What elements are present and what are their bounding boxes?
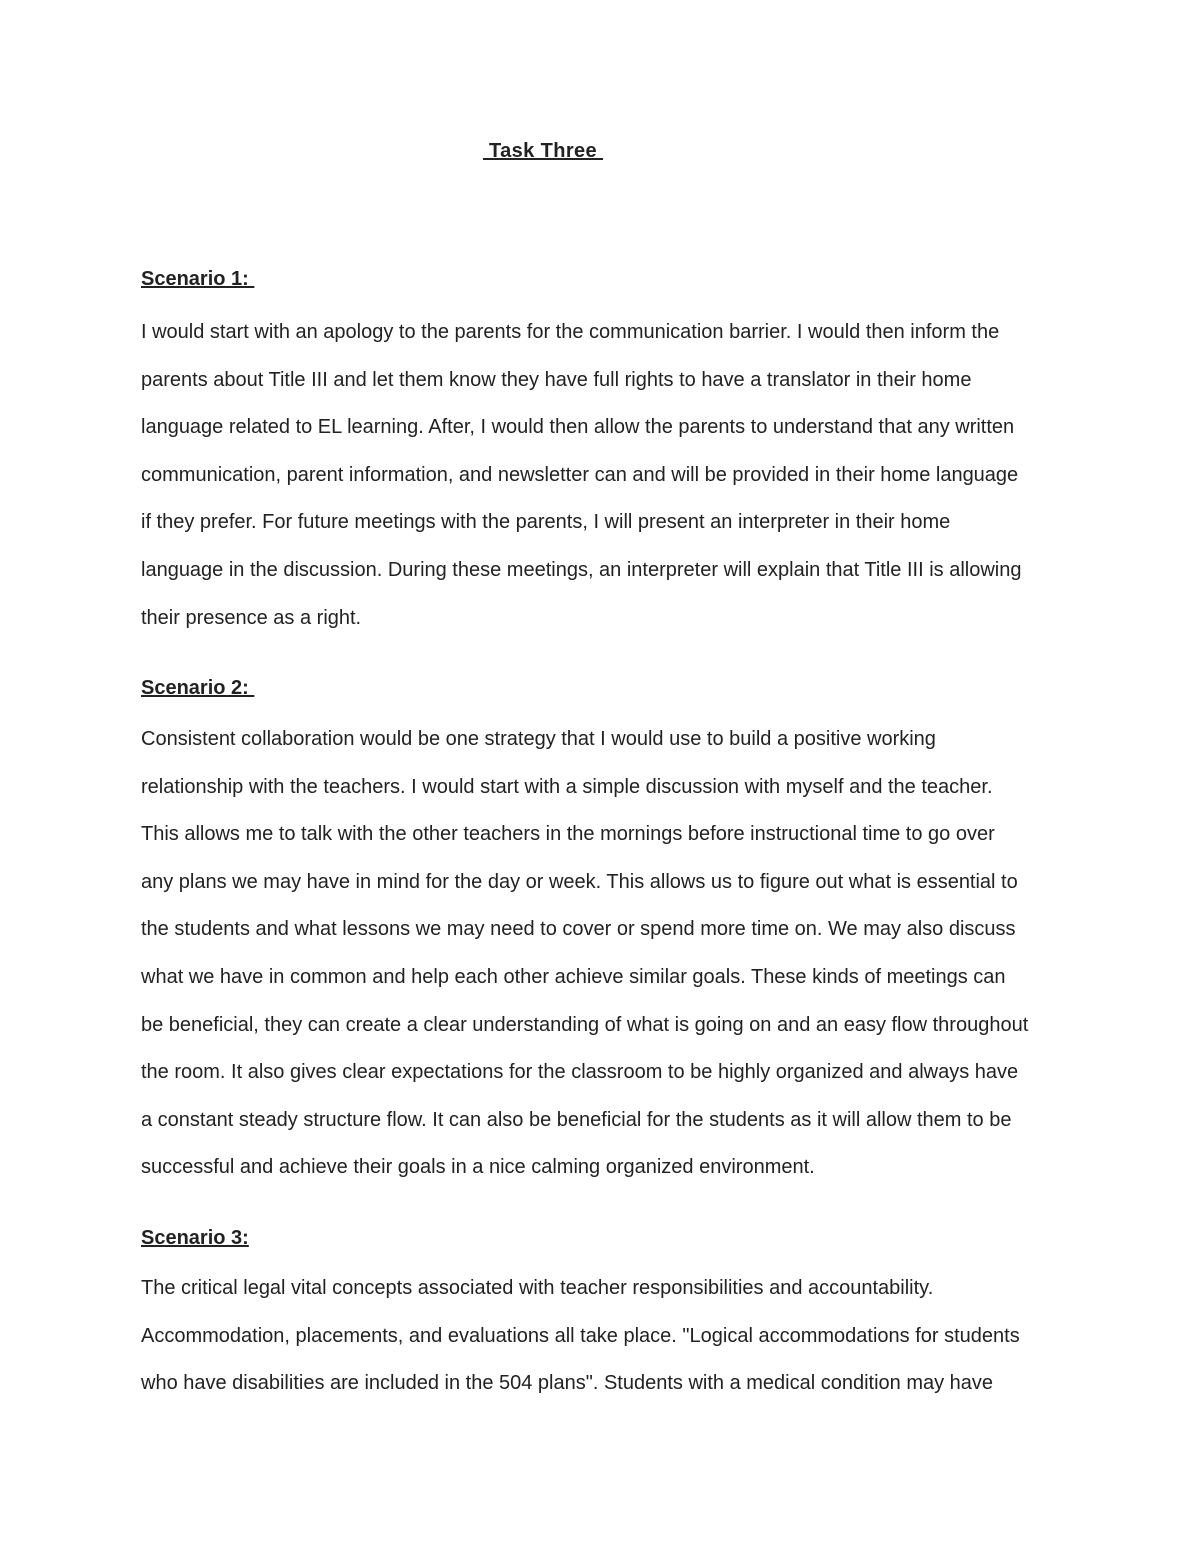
paragraph-line: what we have in common and help each other achieve similar goals. These kinds of meetings can <box>141 965 1006 988</box>
paragraph-line: relationship with the teachers. I would start with a simple discussion with myself and the teacher. <box>141 775 993 798</box>
scenario-3-paragraph <box>141 1265 1020 1408</box>
document-title: Task Three <box>483 140 604 162</box>
scenario-2-heading: Scenario 2: <box>141 677 255 699</box>
paragraph-line: This allows me to talk with the other teachers in the mornings before instructional time to go over <box>141 823 995 846</box>
paragraph-line: Accommodation, placements, and evaluations all take place. "Logical accommodations for students <box>141 1324 1020 1347</box>
paragraph-line: The critical legal vital concepts associated with teacher responsibilities and accountability. <box>141 1277 934 1299</box>
paragraph-line: their presence as a right. <box>141 606 362 629</box>
scenario-1-paragraph <box>141 309 1021 642</box>
paragraph-line: parents about Title III and let them know they have full rights to have a translator in their home <box>141 368 972 391</box>
paragraph-line: successful and achieve their goals in a nice calming organized environment. <box>141 1156 815 1179</box>
paragraph-line: the room. It also gives clear expectations for the classroom to be highly organized and always have <box>141 1061 1019 1084</box>
paragraph-line: be beneficial, they can create a clear understanding of what is going on and an easy flow throughout <box>141 1013 1029 1036</box>
paragraph-line: language in the discussion. During these meetings, an interpreter will explain that Title III is allowing <box>141 558 1022 581</box>
paragraph-line: a constant steady structure flow. It can also be beneficial for the students as it will allow them to be <box>141 1108 1012 1131</box>
paragraph-line: language related to EL learning. After, I would then allow the parents to understand that any written <box>141 416 1015 439</box>
paragraph-line: Consistent collaboration would be one strategy that I would use to build a positive working <box>141 728 936 750</box>
paragraph-line: any plans we may have in mind for the day or week. This allows us to figure out what is essential to <box>141 870 1018 893</box>
scenario-1-heading: Scenario 1: <box>141 268 255 290</box>
paragraph-line: if they prefer. For future meetings with the parents, I will present an interpreter in their home <box>141 511 951 534</box>
paragraph-line: I would start with an apology to the parents for the communication barrier. I would then inform the <box>141 321 1000 343</box>
paragraph-line: the students and what lessons we may need to cover or spend more time on. We may also discuss <box>141 918 1016 941</box>
paragraph-line: communication, parent information, and newsletter can and will be provided in their home language <box>141 463 1019 486</box>
scenario-3-heading: Scenario 3: <box>141 1227 249 1249</box>
scenario-2-paragraph <box>141 716 1028 1192</box>
paragraph-line: who have disabilities are included in the 504 plans". Students with a medical condition may have <box>141 1372 994 1395</box>
